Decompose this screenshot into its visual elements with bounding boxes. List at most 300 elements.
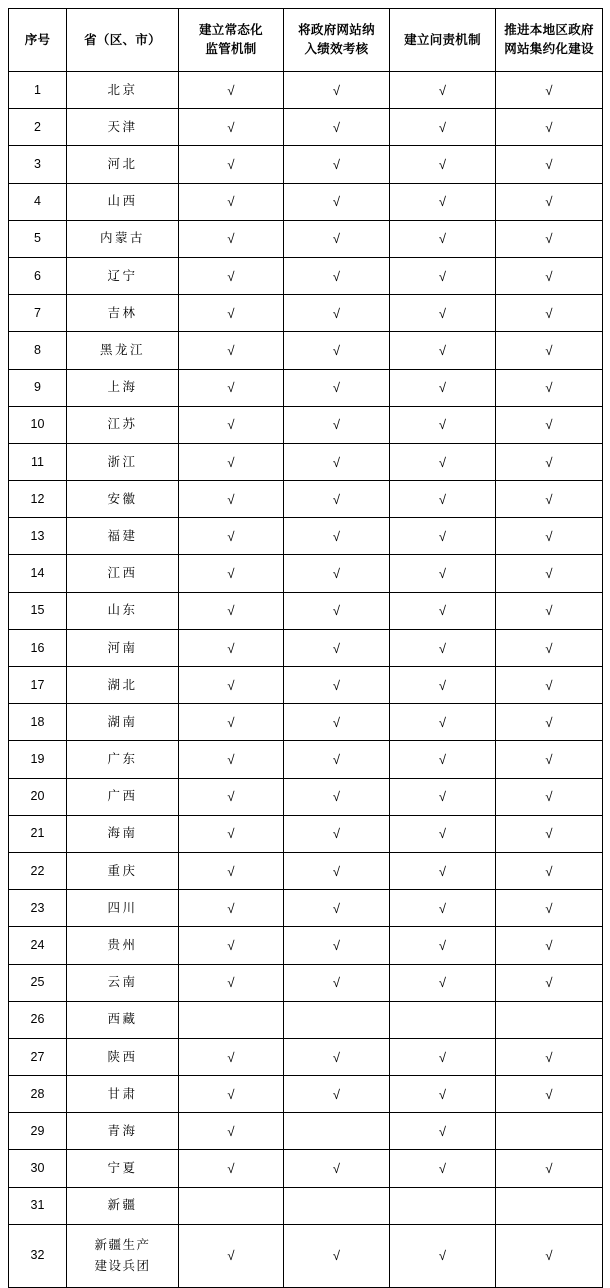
row-index: 11 <box>9 443 67 480</box>
table-row <box>9 518 603 555</box>
checkmark-cell <box>496 295 603 332</box>
check-icon: √ <box>227 119 235 135</box>
checkmark-cell <box>496 443 603 480</box>
check-icon: √ <box>227 1049 235 1065</box>
checkmark-cell <box>179 369 284 406</box>
check-icon: √ <box>545 1086 553 1102</box>
checkmark-cell <box>179 518 284 555</box>
column-header-c4 <box>496 9 603 72</box>
table-row <box>9 295 603 332</box>
checkmark-cell <box>496 183 603 220</box>
row-province: 黑龙江 <box>67 332 179 369</box>
checkmark-cell <box>284 518 390 555</box>
table-row <box>9 852 603 889</box>
check-icon: √ <box>545 268 553 284</box>
check-icon: √ <box>332 863 341 879</box>
check-icon: √ <box>545 1248 553 1264</box>
check-icon: √ <box>227 752 235 768</box>
row-index: 3 <box>9 146 67 183</box>
row-index: 29 <box>9 1113 67 1150</box>
column-header-line: 推进本地区政府 <box>504 23 594 38</box>
checkmark-cell <box>179 406 284 443</box>
checkmark-cell <box>179 741 284 778</box>
check-icon: √ <box>438 975 447 991</box>
checkmark-cell <box>179 183 284 220</box>
check-icon: √ <box>227 714 235 730</box>
table-row <box>9 443 603 480</box>
check-icon: √ <box>227 157 235 173</box>
check-icon: √ <box>332 603 341 619</box>
row-index: 31 <box>9 1187 67 1224</box>
check-icon: √ <box>545 305 553 321</box>
row-province: 内蒙古 <box>67 220 179 257</box>
table-row <box>9 555 603 592</box>
check-icon: √ <box>545 194 553 210</box>
checkmark-cell <box>284 406 390 443</box>
check-icon: √ <box>545 119 553 135</box>
checkmark-cell <box>390 72 496 109</box>
checkmark-cell <box>179 852 284 889</box>
check-icon: √ <box>438 863 447 879</box>
checkmark-cell <box>284 927 390 964</box>
column-header-line: 序号 <box>24 32 51 47</box>
check-icon: √ <box>332 566 341 582</box>
checkmark-cell <box>390 295 496 332</box>
checkmark-cell <box>390 183 496 220</box>
checkmark-cell <box>496 592 603 629</box>
table-row <box>9 667 603 704</box>
row-index: 32 <box>9 1224 67 1287</box>
row-province: 甘肃 <box>67 1076 179 1113</box>
check-icon: √ <box>438 82 447 98</box>
check-icon: √ <box>227 194 235 210</box>
row-province: 吉林 <box>67 295 179 332</box>
row-province: 重庆 <box>67 852 179 889</box>
checkmark-cell <box>390 257 496 294</box>
checkmark-cell <box>284 257 390 294</box>
document-page <box>0 8 610 1272</box>
checkmark-cell <box>390 629 496 666</box>
row-index: 6 <box>9 257 67 294</box>
check-icon: √ <box>332 268 341 284</box>
check-icon: √ <box>438 305 447 321</box>
check-icon: √ <box>545 1161 553 1177</box>
check-icon: √ <box>438 157 447 173</box>
row-province: 河北 <box>67 146 179 183</box>
check-icon: √ <box>438 826 447 842</box>
table-row <box>9 1001 603 1038</box>
check-icon: √ <box>332 826 341 842</box>
empty-cell <box>179 1187 284 1224</box>
table-row <box>9 146 603 183</box>
check-icon: √ <box>545 343 553 359</box>
checkmark-cell <box>179 481 284 518</box>
table-row <box>9 72 603 109</box>
check-icon: √ <box>545 454 553 470</box>
checkmark-cell <box>496 406 603 443</box>
check-icon: √ <box>332 640 341 656</box>
check-icon: √ <box>227 789 235 805</box>
checkmark-cell <box>284 220 390 257</box>
checkmark-cell <box>390 704 496 741</box>
check-icon: √ <box>545 826 553 842</box>
checkmark-cell <box>390 815 496 852</box>
row-index: 13 <box>9 518 67 555</box>
checkmark-cell <box>390 443 496 480</box>
column-header-line: 建立问责机制 <box>404 32 481 47</box>
empty-cell <box>284 1113 390 1150</box>
row-province: 天津 <box>67 109 179 146</box>
row-province: 青海 <box>67 1113 179 1150</box>
check-icon: √ <box>545 491 553 507</box>
check-icon: √ <box>227 528 235 544</box>
check-icon: √ <box>438 566 447 582</box>
column-header-line: 省（区、市） <box>84 32 161 47</box>
table-row <box>9 815 603 852</box>
check-icon: √ <box>545 938 553 954</box>
table-row <box>9 220 603 257</box>
check-icon: √ <box>545 82 553 98</box>
check-icon: √ <box>438 714 447 730</box>
check-icon: √ <box>545 417 553 433</box>
checkmark-cell <box>179 667 284 704</box>
row-province: 贵州 <box>67 927 179 964</box>
empty-cell <box>496 1001 603 1038</box>
row-province <box>67 1224 179 1287</box>
checkmark-cell <box>390 518 496 555</box>
column-header-line: 将政府网站纳 <box>298 23 375 38</box>
checkmark-cell <box>496 964 603 1001</box>
table-body <box>9 72 603 1288</box>
check-icon: √ <box>227 900 235 916</box>
checkmark-cell <box>284 890 390 927</box>
check-icon: √ <box>545 528 553 544</box>
check-icon: √ <box>227 82 235 98</box>
check-icon: √ <box>332 677 341 693</box>
checkmark-cell <box>496 741 603 778</box>
check-icon: √ <box>332 752 341 768</box>
check-icon: √ <box>545 900 553 916</box>
check-icon: √ <box>545 789 553 805</box>
table-row <box>9 332 603 369</box>
table-row <box>9 257 603 294</box>
check-icon: √ <box>438 1049 447 1065</box>
table-row <box>9 1113 603 1150</box>
check-icon: √ <box>438 268 447 284</box>
column-header-province <box>67 9 179 72</box>
row-province-line: 新疆生产 <box>94 1237 151 1252</box>
checkmark-cell <box>284 592 390 629</box>
check-icon: √ <box>227 1123 235 1139</box>
check-icon: √ <box>438 454 447 470</box>
check-icon: √ <box>545 231 553 247</box>
check-icon: √ <box>438 119 447 135</box>
check-icon: √ <box>227 417 235 433</box>
check-icon: √ <box>438 343 447 359</box>
checkmark-cell <box>284 555 390 592</box>
checkmark-cell <box>390 406 496 443</box>
checkmark-cell <box>496 815 603 852</box>
checkmark-cell <box>390 667 496 704</box>
check-icon: √ <box>438 603 447 619</box>
empty-cell <box>390 1001 496 1038</box>
checkmark-cell <box>496 109 603 146</box>
checkmark-cell <box>179 109 284 146</box>
table-row <box>9 1187 603 1224</box>
checkmark-cell <box>179 257 284 294</box>
checkmark-cell <box>496 704 603 741</box>
checkmark-cell <box>179 778 284 815</box>
checkmark-cell <box>284 1150 390 1187</box>
check-icon: √ <box>332 789 341 805</box>
table-row <box>9 964 603 1001</box>
row-index: 15 <box>9 592 67 629</box>
checkmark-cell <box>496 481 603 518</box>
row-index: 2 <box>9 109 67 146</box>
empty-cell <box>496 1113 603 1150</box>
checkmark-cell <box>179 1076 284 1113</box>
row-province: 宁夏 <box>67 1150 179 1187</box>
check-icon: √ <box>227 975 235 991</box>
row-province: 陕西 <box>67 1038 179 1075</box>
compliance-table <box>8 8 603 1288</box>
checkmark-cell <box>284 72 390 109</box>
table-row <box>9 1224 603 1287</box>
row-index: 22 <box>9 852 67 889</box>
checkmark-cell <box>179 964 284 1001</box>
check-icon: √ <box>438 677 447 693</box>
checkmark-cell <box>284 629 390 666</box>
checkmark-cell <box>496 890 603 927</box>
row-province: 广西 <box>67 778 179 815</box>
checkmark-cell <box>390 146 496 183</box>
table-row <box>9 890 603 927</box>
checkmark-cell <box>179 146 284 183</box>
checkmark-cell <box>179 443 284 480</box>
row-province: 新疆 <box>67 1187 179 1224</box>
table-row <box>9 592 603 629</box>
check-icon: √ <box>332 417 341 433</box>
check-icon: √ <box>545 752 553 768</box>
table-row <box>9 629 603 666</box>
check-icon: √ <box>438 789 447 805</box>
check-icon: √ <box>332 157 341 173</box>
check-icon: √ <box>332 975 341 991</box>
check-icon: √ <box>438 900 447 916</box>
checkmark-cell <box>496 629 603 666</box>
row-province: 辽宁 <box>67 257 179 294</box>
check-icon: √ <box>545 380 553 396</box>
checkmark-cell <box>179 629 284 666</box>
checkmark-cell <box>390 741 496 778</box>
checkmark-cell <box>179 1150 284 1187</box>
row-index: 20 <box>9 778 67 815</box>
row-index: 18 <box>9 704 67 741</box>
checkmark-cell <box>284 667 390 704</box>
check-icon: √ <box>332 119 341 135</box>
row-province: 江西 <box>67 555 179 592</box>
check-icon: √ <box>332 194 341 210</box>
check-icon: √ <box>332 1049 341 1065</box>
row-province: 湖南 <box>67 704 179 741</box>
row-index: 24 <box>9 927 67 964</box>
check-icon: √ <box>227 603 235 619</box>
check-icon: √ <box>545 157 553 173</box>
check-icon: √ <box>227 268 235 284</box>
column-header-line: 入绩效考核 <box>304 42 369 56</box>
check-icon: √ <box>227 640 235 656</box>
checkmark-cell <box>496 1224 603 1287</box>
check-icon: √ <box>438 380 447 396</box>
checkmark-cell <box>179 72 284 109</box>
row-province: 上海 <box>67 369 179 406</box>
checkmark-cell <box>179 890 284 927</box>
row-index: 10 <box>9 406 67 443</box>
checkmark-cell <box>284 741 390 778</box>
check-icon: √ <box>438 528 447 544</box>
check-icon: √ <box>227 566 235 582</box>
check-icon: √ <box>438 640 447 656</box>
row-index: 23 <box>9 890 67 927</box>
row-index: 16 <box>9 629 67 666</box>
checkmark-cell <box>284 109 390 146</box>
checkmark-cell <box>390 332 496 369</box>
check-icon: √ <box>227 677 235 693</box>
check-icon: √ <box>227 454 235 470</box>
check-icon: √ <box>332 528 341 544</box>
column-header-line: 网站集约化建设 <box>504 42 594 56</box>
check-icon: √ <box>332 900 341 916</box>
empty-cell <box>284 1187 390 1224</box>
checkmark-cell <box>390 927 496 964</box>
checkmark-cell <box>496 1076 603 1113</box>
checkmark-cell <box>390 852 496 889</box>
check-icon: √ <box>227 863 235 879</box>
check-icon: √ <box>438 417 447 433</box>
checkmark-cell <box>179 1224 284 1287</box>
check-icon: √ <box>438 752 447 768</box>
checkmark-cell <box>496 518 603 555</box>
check-icon: √ <box>332 231 341 247</box>
checkmark-cell <box>390 592 496 629</box>
table-row <box>9 704 603 741</box>
checkmark-cell <box>390 1224 496 1287</box>
checkmark-cell <box>284 481 390 518</box>
checkmark-cell <box>390 1038 496 1075</box>
check-icon: √ <box>332 454 341 470</box>
checkmark-cell <box>496 220 603 257</box>
checkmark-cell <box>179 815 284 852</box>
checkmark-cell <box>496 1150 603 1187</box>
row-province: 广东 <box>67 741 179 778</box>
check-icon: √ <box>332 938 341 954</box>
checkmark-cell <box>496 927 603 964</box>
column-header-c3 <box>390 9 496 72</box>
row-province: 江苏 <box>67 406 179 443</box>
row-province: 云南 <box>67 964 179 1001</box>
check-icon: √ <box>545 975 553 991</box>
check-icon: √ <box>438 194 447 210</box>
row-index: 12 <box>9 481 67 518</box>
column-header-c2 <box>284 9 390 72</box>
checkmark-cell <box>284 146 390 183</box>
table-header-row <box>9 9 603 72</box>
checkmark-cell <box>179 1113 284 1150</box>
check-icon: √ <box>545 1049 553 1065</box>
check-icon: √ <box>545 714 553 730</box>
checkmark-cell <box>390 890 496 927</box>
row-index: 8 <box>9 332 67 369</box>
empty-cell <box>390 1187 496 1224</box>
checkmark-cell <box>179 592 284 629</box>
checkmark-cell <box>496 257 603 294</box>
checkmark-cell <box>179 220 284 257</box>
checkmark-cell <box>179 295 284 332</box>
row-index: 1 <box>9 72 67 109</box>
table-row <box>9 741 603 778</box>
checkmark-cell <box>390 109 496 146</box>
checkmark-cell <box>284 1224 390 1287</box>
checkmark-cell <box>390 220 496 257</box>
checkmark-cell <box>284 778 390 815</box>
check-icon: √ <box>545 677 553 693</box>
checkmark-cell <box>390 1113 496 1150</box>
check-icon: √ <box>545 863 553 879</box>
check-icon: √ <box>227 305 235 321</box>
checkmark-cell <box>179 332 284 369</box>
empty-cell <box>284 1001 390 1038</box>
check-icon: √ <box>438 1161 447 1177</box>
row-province: 北京 <box>67 72 179 109</box>
table-row <box>9 778 603 815</box>
checkmark-cell <box>284 964 390 1001</box>
check-icon: √ <box>332 1086 341 1102</box>
checkmark-cell <box>390 964 496 1001</box>
check-icon: √ <box>438 1248 447 1264</box>
check-icon: √ <box>332 82 341 98</box>
check-icon: √ <box>332 305 341 321</box>
row-province: 西藏 <box>67 1001 179 1038</box>
check-icon: √ <box>438 1086 447 1102</box>
checkmark-cell <box>179 704 284 741</box>
check-icon: √ <box>332 1161 341 1177</box>
empty-cell <box>496 1187 603 1224</box>
row-province: 湖北 <box>67 667 179 704</box>
checkmark-cell <box>284 369 390 406</box>
checkmark-cell <box>496 555 603 592</box>
check-icon: √ <box>227 380 235 396</box>
check-icon: √ <box>227 938 235 954</box>
check-icon: √ <box>227 1086 235 1102</box>
row-index: 25 <box>9 964 67 1001</box>
table-row <box>9 927 603 964</box>
row-index: 19 <box>9 741 67 778</box>
checkmark-cell <box>284 1038 390 1075</box>
check-icon: √ <box>227 343 235 359</box>
check-icon: √ <box>545 640 553 656</box>
checkmark-cell <box>496 146 603 183</box>
checkmark-cell <box>496 852 603 889</box>
checkmark-cell <box>284 183 390 220</box>
checkmark-cell <box>390 1076 496 1113</box>
row-province: 四川 <box>67 890 179 927</box>
column-header-index <box>9 9 67 72</box>
table-row <box>9 183 603 220</box>
checkmark-cell <box>496 778 603 815</box>
checkmark-cell <box>390 1150 496 1187</box>
row-index: 5 <box>9 220 67 257</box>
row-index: 9 <box>9 369 67 406</box>
